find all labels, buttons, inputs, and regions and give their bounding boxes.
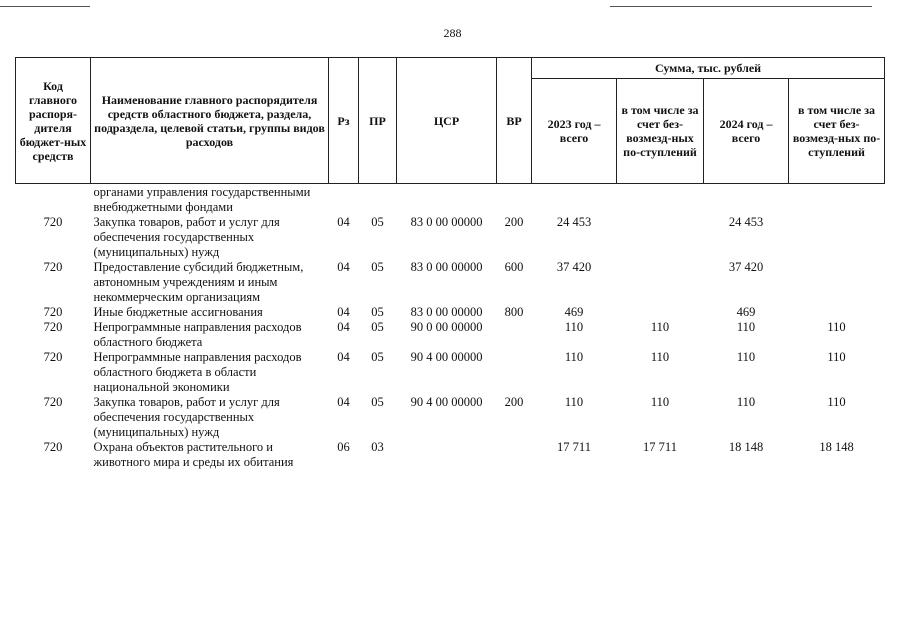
cell-vr <box>497 350 532 395</box>
page-number: 288 <box>443 26 462 40</box>
top-rule-left <box>0 6 90 7</box>
cell-pr: 05 <box>371 215 384 229</box>
cell-pr: 05 <box>371 260 384 274</box>
cell-sum-2024: 37 420 <box>728 260 764 274</box>
header-incl-2023: в том числе за счет без-возмезд-ных по-ступлений <box>617 79 704 184</box>
cell-vr <box>497 440 532 470</box>
cell-pr: 05 <box>371 320 384 334</box>
cell-pr: 05 <box>371 395 384 409</box>
header-incl-2024: в том числе за счет без-возмезд-ных по-ступлений <box>789 79 885 184</box>
cell-vr: 800 <box>504 305 524 319</box>
table-row <box>16 305 885 320</box>
cell-sum-2024: 110 <box>736 320 756 334</box>
header-csr: ЦСР <box>397 58 497 184</box>
cell-incl-2024: 18 148 <box>819 440 854 454</box>
cell-csr <box>397 440 497 470</box>
header-code: Код главного распоря-дителя бюджет-ных средств <box>16 58 91 184</box>
cell-vr: 600 <box>504 260 524 274</box>
table-row <box>16 350 885 395</box>
cell-pr: 03 <box>371 440 384 454</box>
header-total-2024: 2024 год – всего <box>704 79 789 184</box>
cell-incl-2023 <box>617 215 704 260</box>
cell-incl-2024 <box>789 260 885 305</box>
budget-table <box>15 57 885 470</box>
table-header <box>16 58 885 184</box>
cell-pr <box>359 184 397 216</box>
top-rule-right <box>610 6 872 7</box>
cell-csr: 83 0 00 00000 <box>410 260 483 274</box>
cell-rz: 04 <box>337 395 350 409</box>
cell-incl-2023: 110 <box>650 395 670 409</box>
cell-sum-2024: 24 453 <box>728 215 764 229</box>
cell-sum-2023: 110 <box>564 320 584 334</box>
table-row <box>16 215 885 260</box>
table-row <box>16 260 885 305</box>
table-row <box>16 184 885 216</box>
cell-incl-2023: 110 <box>650 320 670 334</box>
cell-name: Закупка товаров, работ и услуг для обеспечения государственных (муниципальных) нужд <box>93 215 280 259</box>
cell-sum-2023: 17 711 <box>557 440 591 454</box>
table-row <box>16 320 885 350</box>
cell-incl-2024: 110 <box>827 350 846 364</box>
cell-name: Охрана объектов растительного и животного мира и среды их обитания <box>93 440 294 469</box>
cell-rz <box>329 184 359 216</box>
cell-name: органами управления государственными внебюджетными фондами <box>93 185 311 214</box>
cell-incl-2024 <box>789 305 885 320</box>
cell-incl-2023 <box>617 184 704 216</box>
cell-name: Предоставление субсидий бюджетным, автономным учреждениям и иным некоммерческим организациям <box>93 260 304 304</box>
cell-sum-2024: 110 <box>736 350 756 364</box>
cell-csr: 90 0 00 00000 <box>410 320 483 334</box>
cell-incl-2024 <box>789 184 885 216</box>
cell-rz: 04 <box>337 215 350 229</box>
header-sum-group: Сумма, тыс. рублей <box>532 58 885 79</box>
cell-sum-2023: 469 <box>564 305 584 319</box>
cell-csr: 83 0 00 00000 <box>410 305 483 319</box>
cell-vr <box>497 320 532 350</box>
cell-rz: 04 <box>337 350 350 364</box>
table-row <box>16 440 885 470</box>
cell-pr: 05 <box>371 305 384 319</box>
cell-incl-2023 <box>617 260 704 305</box>
cell-sum-2024: 469 <box>736 305 756 319</box>
cell-name: Непрограммные направления расходов областного бюджета в области национальной экономики <box>93 350 302 394</box>
cell-vr: 200 <box>504 395 524 409</box>
header-vr: ВР <box>497 58 532 184</box>
cell-csr: 83 0 00 00000 <box>410 215 483 229</box>
cell-code: 720 <box>43 215 63 229</box>
header-pr: ПР <box>359 58 397 184</box>
cell-code: 720 <box>43 320 63 334</box>
cell-name: Иные бюджетные ассигнования <box>93 305 263 319</box>
cell-incl-2024 <box>789 215 885 260</box>
cell-sum-2023: 110 <box>564 395 584 409</box>
cell-name: Непрограммные направления расходов областного бюджета <box>93 320 302 349</box>
table-row <box>16 395 885 440</box>
cell-code: 720 <box>43 440 63 454</box>
cell-code <box>16 184 91 216</box>
cell-incl-2023: 17 711 <box>643 440 677 454</box>
cell-rz: 06 <box>337 440 350 454</box>
cell-incl-2024: 110 <box>827 320 846 334</box>
cell-pr: 05 <box>371 350 384 364</box>
cell-sum-2023: 37 420 <box>556 260 592 274</box>
cell-sum-2024: 110 <box>736 395 756 409</box>
cell-csr: 90 4 00 00000 <box>410 395 483 409</box>
cell-rz: 04 <box>337 320 350 334</box>
cell-sum-2023: 24 453 <box>556 215 592 229</box>
cell-rz: 04 <box>337 260 350 274</box>
cell-vr <box>497 184 532 216</box>
cell-csr <box>397 184 497 216</box>
cell-incl-2023 <box>617 305 704 320</box>
header-total-2023: 2023 год – всего <box>532 79 617 184</box>
cell-code: 720 <box>43 260 63 274</box>
cell-incl-2023: 110 <box>650 350 670 364</box>
cell-code: 720 <box>43 305 63 319</box>
cell-vr: 200 <box>504 215 524 229</box>
header-rz: Рз <box>329 58 359 184</box>
cell-sum-2023 <box>532 184 617 216</box>
cell-sum-2024 <box>704 184 789 216</box>
cell-rz: 04 <box>337 305 350 319</box>
table-body <box>16 184 885 471</box>
cell-sum-2023: 110 <box>564 350 584 364</box>
cell-csr: 90 4 00 00000 <box>410 350 483 364</box>
cell-sum-2024: 18 148 <box>728 440 764 454</box>
cell-name: Закупка товаров, работ и услуг для обеспечения государственных (муниципальных) нужд <box>93 395 280 439</box>
cell-code: 720 <box>43 395 63 409</box>
cell-incl-2024: 110 <box>827 395 846 409</box>
header-name: Наименование главного распорядителя средств областного бюджета, раздела, подраздела, целевой статьи, группы видов расходов <box>91 58 329 184</box>
cell-code: 720 <box>43 350 63 364</box>
